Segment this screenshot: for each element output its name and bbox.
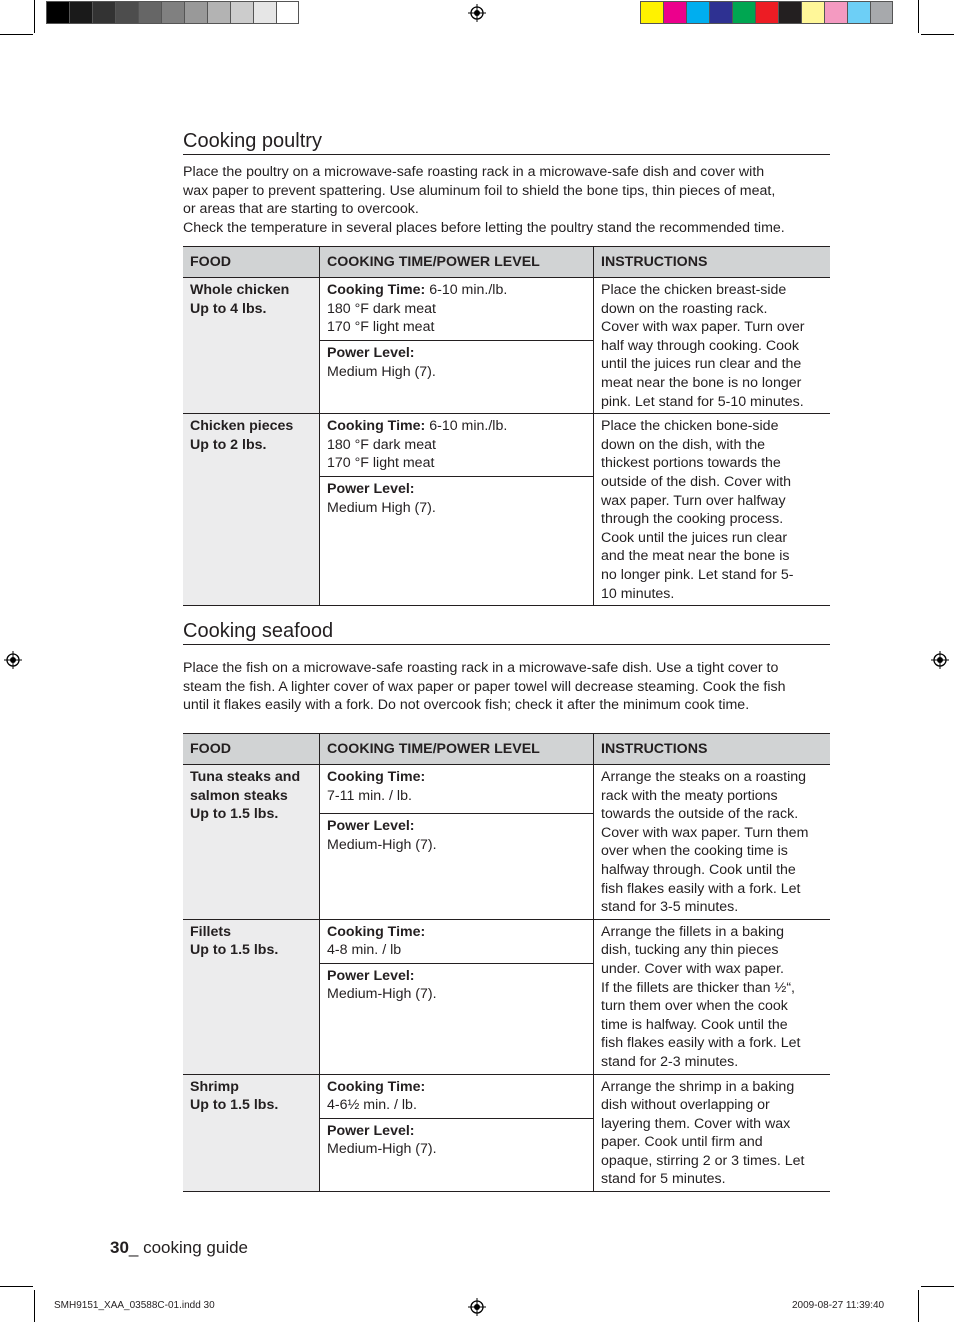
- process-color-bar: [640, 1, 893, 25]
- instruction-line: stand for 3-5 minutes.: [601, 899, 739, 916]
- instructions-cell: [594, 765, 831, 920]
- print-slug-file: SMH9151_XAA_03588C-01.indd 30: [54, 1300, 215, 1311]
- instruction-line: paper. Cook until firm and: [601, 1134, 763, 1151]
- intro-line: wax paper to prevent spattering. Use aluminum foil to shield the bone tips, thin pieces of meat,: [183, 182, 776, 199]
- color-swatch: [663, 1, 686, 24]
- cooking-time-cell: [320, 765, 594, 814]
- table-row: [183, 414, 830, 477]
- food-weight: Up to 4 lbs.: [190, 300, 267, 317]
- table-header-row: [183, 247, 830, 278]
- registration-mark-icon: [468, 1298, 486, 1316]
- cooking-time-label: Cooking Time:: [327, 282, 426, 298]
- temperature-note: 170 °F light meat: [327, 455, 435, 472]
- instruction-line: meat near the bone is no longer: [601, 374, 802, 391]
- instruction-line: no longer pink. Let stand for 5-: [601, 566, 794, 583]
- color-swatch: [755, 1, 778, 24]
- power-level-cell: [320, 477, 594, 606]
- header-instructions: INSTRUCTIONS: [594, 247, 831, 278]
- cooking-time-label: Cooking Time:: [327, 769, 426, 785]
- cooking-time-value: 4-8 min. / lb: [327, 942, 402, 959]
- color-swatch: [824, 1, 847, 24]
- crop-mark: [34, 1290, 35, 1322]
- food-weight: Up to 2 lbs.: [190, 436, 267, 453]
- registration-mark-icon: [468, 4, 486, 22]
- instruction-line: rack with the meaty portions: [601, 787, 778, 804]
- table-row: [183, 278, 830, 341]
- food-name: Tuna steaks and: [190, 769, 301, 785]
- color-swatch: [161, 1, 184, 24]
- print-slug-date: 2009-08-27 11:39:40: [792, 1300, 885, 1311]
- intro-line: until it flakes easily with a fork. Do not overcook fish; check it after the minimum cook time.: [183, 697, 750, 714]
- food-weight: Up to 1.5 lbs.: [190, 806, 279, 823]
- poultry-intro: [183, 163, 833, 237]
- instruction-line: layering them. Cover with wax: [601, 1115, 791, 1132]
- header-food: FOOD: [183, 247, 320, 278]
- color-swatch: [870, 1, 893, 24]
- instruction-line: stand for 5 minutes.: [601, 1171, 726, 1188]
- header-instructions: INSTRUCTIONS: [594, 734, 831, 765]
- instructions-cell: [594, 1074, 831, 1192]
- instruction-line: dish, tucking any thin pieces: [601, 942, 779, 959]
- power-level-cell: [320, 1118, 594, 1192]
- instructions-cell: [594, 278, 831, 414]
- instruction-line: Place the chicken bone-side: [601, 418, 779, 435]
- instructions-cell: [594, 919, 831, 1074]
- instruction-line: Cover with wax paper. Turn them: [601, 824, 809, 841]
- instruction-line: over when the cooking time is: [601, 843, 788, 860]
- intro-line: Check the temperature in several places before letting the poultry stand the recommended time.: [183, 219, 785, 236]
- color-swatch: [709, 1, 732, 24]
- instruction-line: If the fillets are thicker than ½“,: [601, 979, 795, 996]
- instruction-line: Cover with wax paper. Turn over: [601, 319, 805, 336]
- power-level-label: Power Level:: [327, 481, 415, 498]
- seafood-intro: [183, 659, 833, 715]
- color-swatch: [230, 1, 253, 24]
- table-row: [183, 919, 830, 963]
- power-level-label: Power Level:: [327, 818, 415, 834]
- power-level-value: Medium-High (7).: [327, 1141, 437, 1158]
- title-rule: [183, 154, 830, 155]
- food-name: salmon steaks: [190, 787, 288, 804]
- crop-mark: [921, 34, 954, 35]
- cooking-time-cell: [320, 1074, 594, 1118]
- intro-line: or areas that are starting to overcook.: [183, 201, 419, 218]
- food-name: Whole chicken: [190, 282, 290, 298]
- color-swatch: [184, 1, 207, 24]
- power-level-label: Power Level:: [327, 345, 415, 361]
- cooking-time-label: Cooking Time:: [327, 923, 426, 940]
- cooking-time-value: 7-11 min. / lb.: [327, 787, 412, 804]
- header-cooking-time: COOKING TIME/POWER LEVEL: [320, 734, 594, 765]
- instruction-line: dish without overlapping or: [601, 1097, 770, 1114]
- table-row: [183, 765, 830, 814]
- instruction-line: Arrange the fillets in a baking: [601, 923, 784, 940]
- instruction-line: opaque, stirring 2 or 3 times. Let: [601, 1152, 805, 1169]
- temperature-note: 180 °F dark meat: [327, 436, 436, 453]
- cooking-time-value: 6-10 min./lb.: [425, 282, 508, 298]
- power-level-value: Medium-High (7).: [327, 836, 437, 853]
- food-name: Fillets: [190, 923, 231, 940]
- color-swatch: [138, 1, 161, 24]
- color-swatch: [46, 1, 69, 24]
- color-swatch: [207, 1, 230, 24]
- instruction-line: Cook until the juices run clear: [601, 529, 788, 546]
- crop-mark: [34, 0, 35, 33]
- instruction-line: Arrange the steaks on a roasting: [601, 769, 807, 785]
- power-level-cell: [320, 341, 594, 414]
- crop-mark: [0, 34, 33, 35]
- color-swatch: [778, 1, 801, 24]
- color-swatch: [640, 1, 663, 24]
- instruction-line: wax paper. Turn over halfway: [601, 492, 786, 509]
- instruction-line: outside of the dish. Cover with: [601, 473, 792, 490]
- power-level-value: Medium-High (7).: [327, 986, 437, 1003]
- poultry-section-title: Cooking poultry: [183, 130, 322, 152]
- cooking-time-cell: [320, 414, 594, 477]
- title-rule: [183, 644, 830, 645]
- color-swatch: [801, 1, 824, 24]
- power-level-value: Medium High (7).: [327, 499, 436, 516]
- header-cooking-time: COOKING TIME/POWER LEVEL: [320, 247, 594, 278]
- intro-line: Place the fish on a microwave-safe roasting rack in a microwave-safe dish. Use a tight cover to: [183, 660, 779, 676]
- power-level-cell: [320, 814, 594, 920]
- food-weight: Up to 1.5 lbs.: [190, 1097, 279, 1114]
- crop-mark: [0, 1286, 33, 1287]
- seafood-section-title: Cooking seafood: [183, 620, 334, 642]
- color-swatch: [276, 1, 299, 24]
- instruction-line: half way through cooking. Cook: [601, 337, 799, 354]
- instruction-line: Place the chicken breast-side: [601, 282, 787, 298]
- cooking-time-cell: [320, 278, 594, 341]
- instruction-line: Arrange the shrimp in a baking: [601, 1078, 795, 1095]
- page-number: 30: [110, 1238, 129, 1257]
- instructions-cell: [594, 414, 831, 606]
- instruction-line: through the cooking process.: [601, 511, 784, 528]
- poultry-table: [183, 246, 830, 606]
- section-name: _ cooking guide: [128, 1238, 249, 1257]
- color-swatch: [686, 1, 709, 24]
- instruction-line: thickest portions towards the: [601, 455, 781, 472]
- cooking-time-label: Cooking Time:: [327, 1078, 426, 1095]
- registration-mark-icon: [4, 651, 22, 669]
- power-level-label: Power Level:: [327, 967, 415, 984]
- food-name: Chicken pieces: [190, 418, 294, 435]
- food-name: Shrimp: [190, 1078, 239, 1095]
- instruction-line: stand for 2-3 minutes.: [601, 1053, 739, 1070]
- color-swatch: [69, 1, 92, 24]
- instruction-line: and the meat near the bone is: [601, 548, 790, 565]
- temperature-note: 180 °F dark meat: [327, 300, 436, 317]
- power-level-value: Medium High (7).: [327, 363, 436, 380]
- cooking-time-cell: [320, 919, 594, 963]
- page-footer: [110, 1238, 248, 1258]
- seafood-table: [183, 733, 830, 1192]
- instruction-line: halfway through. Cook until the: [601, 861, 796, 878]
- intro-line: steam the fish. A lighter cover of wax paper or paper towel will decrease steaming. Cook the fish: [183, 678, 786, 695]
- instruction-line: 10 minutes.: [601, 585, 675, 602]
- food-cell: [183, 1074, 320, 1192]
- power-level-label: Power Level:: [327, 1122, 415, 1139]
- cooking-time-value: 4-6½ min. / lb.: [327, 1097, 417, 1114]
- header-food: FOOD: [183, 734, 320, 765]
- power-level-cell: [320, 963, 594, 1074]
- table-row: [183, 1074, 830, 1118]
- color-swatch: [92, 1, 115, 24]
- food-cell: [183, 278, 320, 414]
- crop-mark: [918, 0, 919, 33]
- crop-mark: [918, 1290, 919, 1322]
- instruction-line: turn them over when the cook: [601, 998, 788, 1015]
- crop-mark: [921, 1286, 954, 1287]
- registration-mark-icon: [931, 651, 949, 669]
- food-weight: Up to 1.5 lbs.: [190, 942, 279, 959]
- instruction-line: fish flakes easily with a fork. Let: [601, 1035, 801, 1052]
- instruction-line: until the juices run clear and the: [601, 356, 802, 373]
- instruction-line: time is halfway. Cook until the: [601, 1016, 788, 1033]
- food-cell: [183, 414, 320, 606]
- temperature-note: 170 °F light meat: [327, 319, 435, 336]
- table-header-row: [183, 734, 830, 765]
- color-swatch: [732, 1, 755, 24]
- instruction-line: down on the roasting rack.: [601, 300, 768, 317]
- instruction-line: towards the outside of the rack.: [601, 806, 799, 823]
- color-swatch: [253, 1, 276, 24]
- instruction-line: down on the dish, with the: [601, 436, 766, 453]
- instruction-line: pink. Let stand for 5-10 minutes.: [601, 393, 804, 410]
- cooking-time-value: 6-10 min./lb.: [425, 418, 508, 435]
- intro-line: Place the poultry on a microwave-safe roasting rack in a microwave-safe dish and cover with: [183, 164, 765, 180]
- color-swatch: [115, 1, 138, 24]
- food-cell: [183, 765, 320, 920]
- food-cell: [183, 919, 320, 1074]
- color-swatch: [847, 1, 870, 24]
- instruction-line: fish flakes easily with a fork. Let: [601, 880, 801, 897]
- cooking-time-label: Cooking Time:: [327, 418, 426, 435]
- instruction-line: under. Cover with wax paper.: [601, 960, 784, 977]
- grayscale-color-bar: [46, 1, 299, 25]
